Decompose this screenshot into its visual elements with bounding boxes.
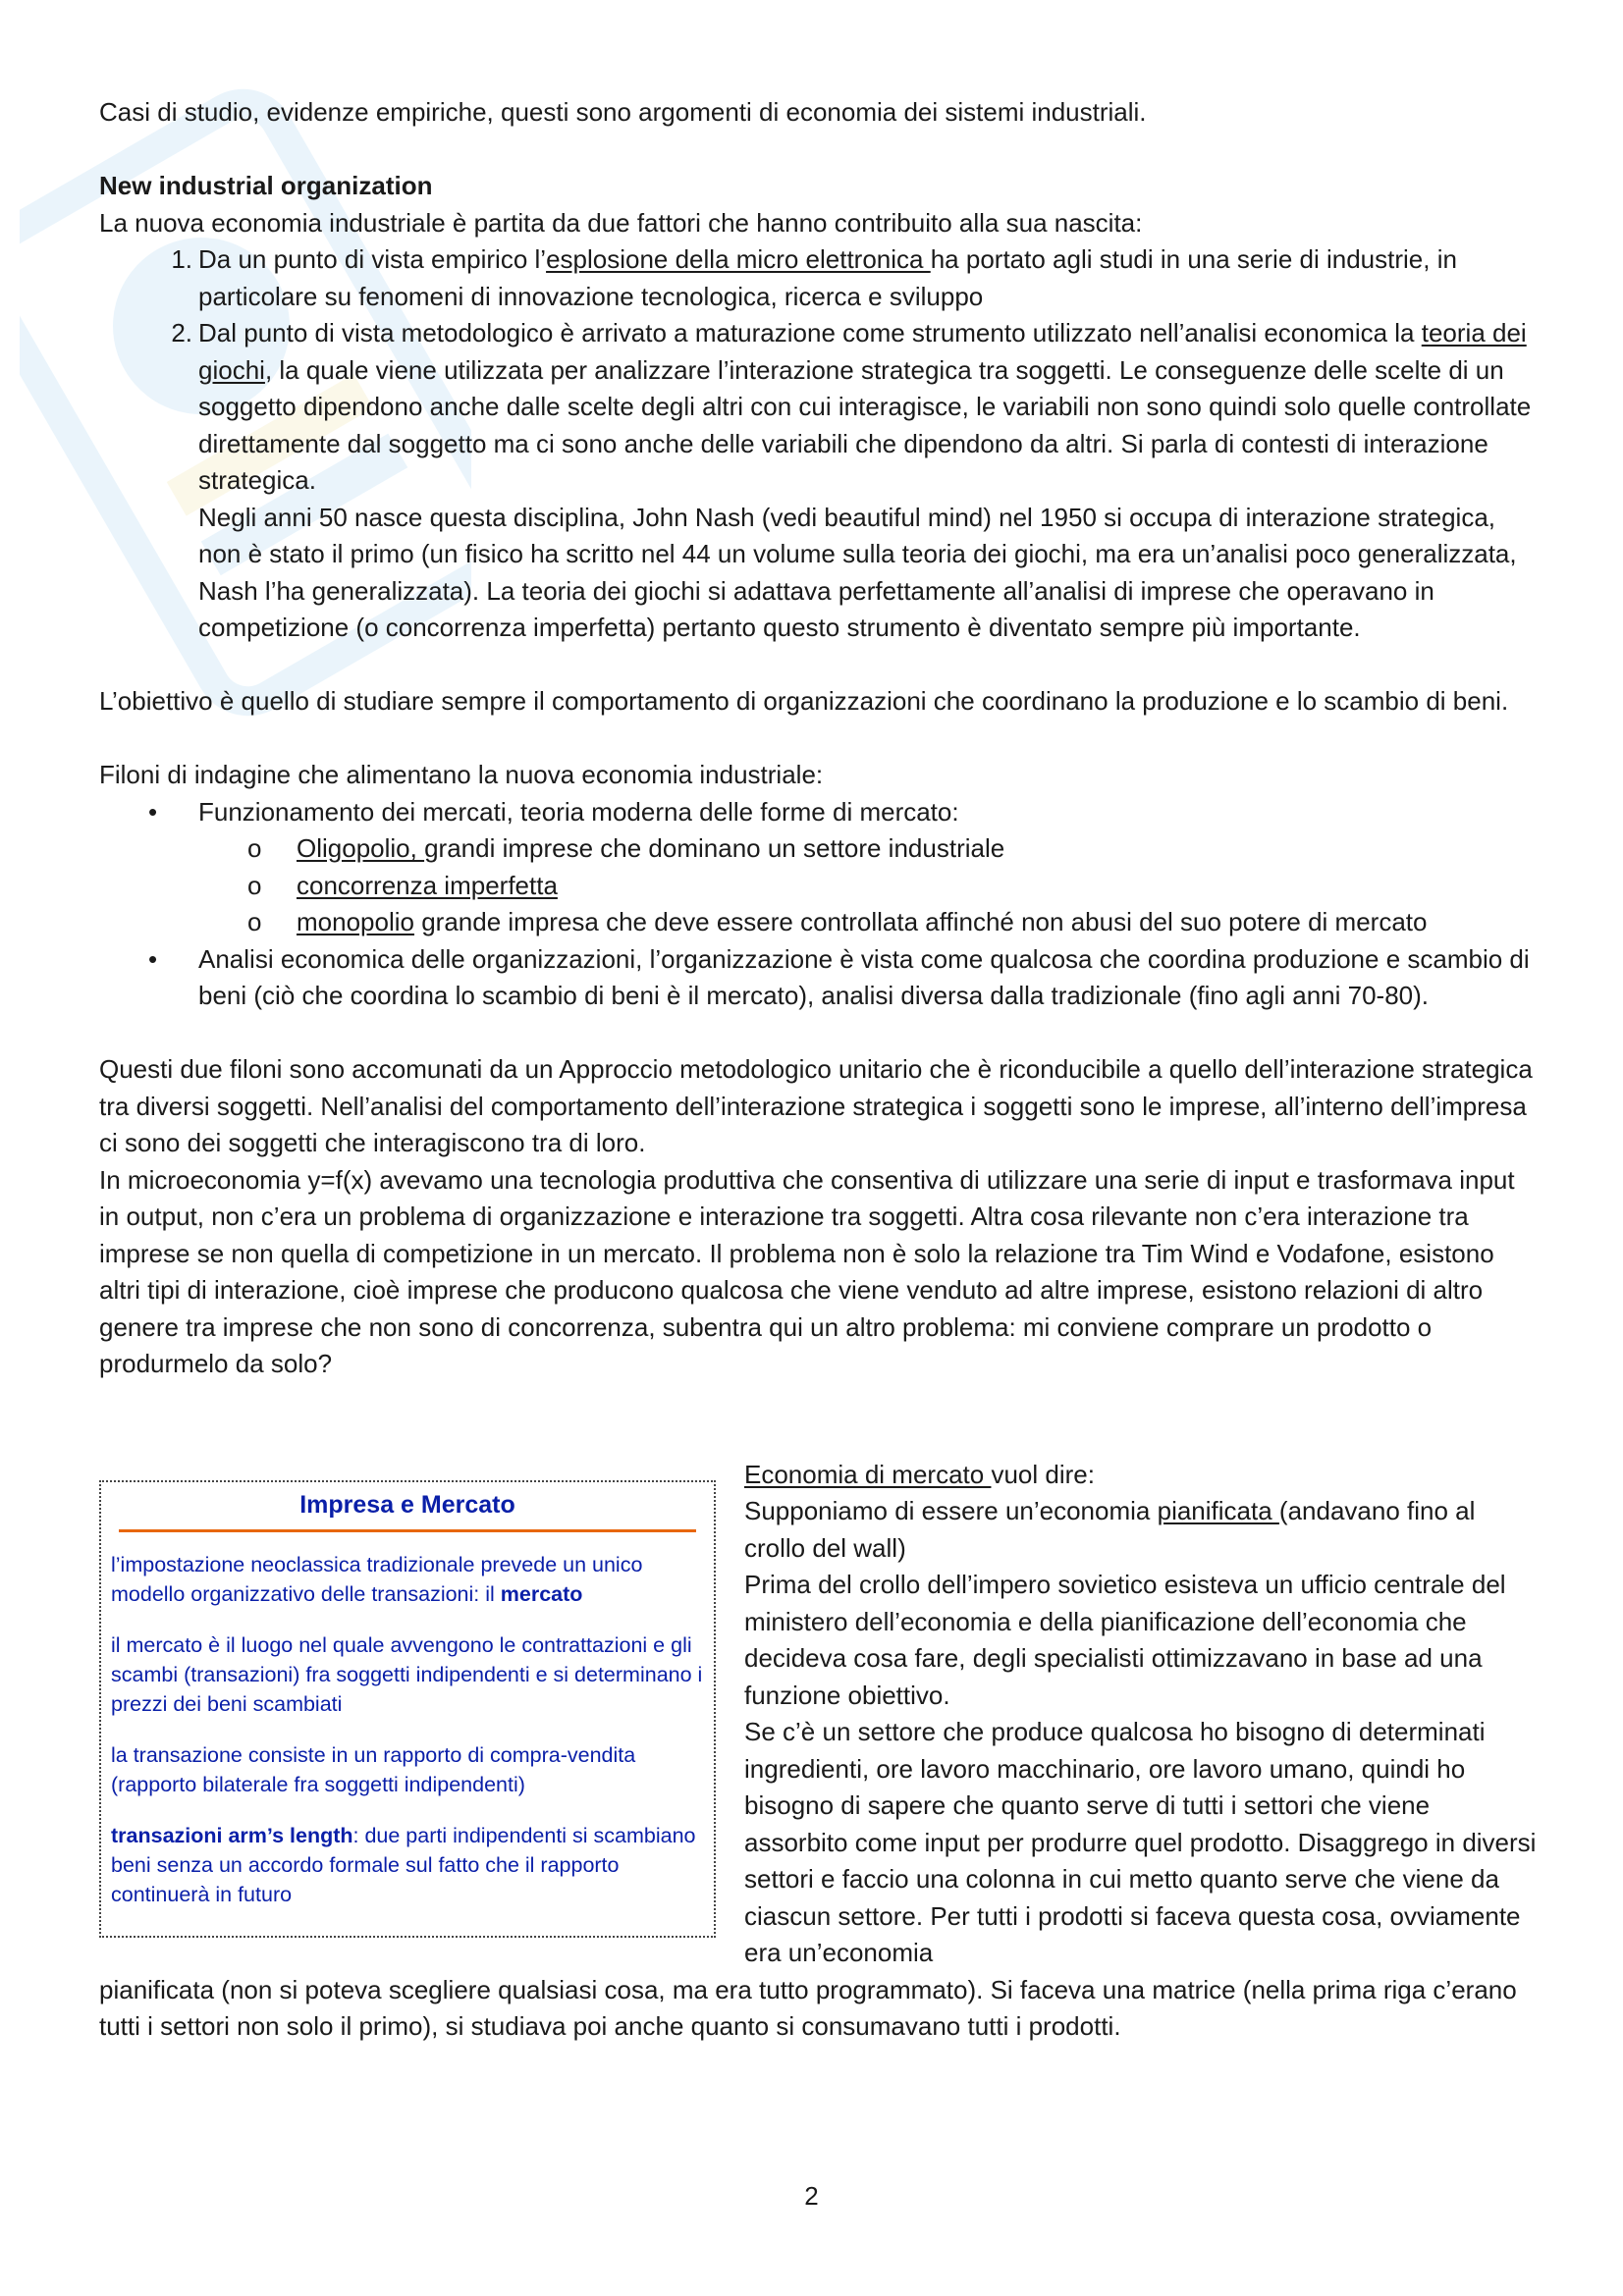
intro-paragraph: Casi di studio, evidenze empiriche, questi sono argomenti di economia dei sistemi industriali. — [99, 97, 1147, 127]
document-body — [99, 94, 1538, 2046]
sub-bullet-list — [198, 830, 1538, 941]
mercato-paragraph: Prima del crollo dell’impero sovietico esisteva un ufficio centrale del ministero dell’economia e della pianificazione dell’economia che decideva cosa fare, degli specialisti ottimizzavano in base ad una funzione obiettivo. — [744, 1570, 1506, 1710]
underlined-term: esplosione della micro elettronica — [546, 244, 931, 274]
sub-list-item: o concorrenza imperfetta — [198, 868, 1538, 905]
microeconomia-paragraph: In microeconomia y=f(x) avevamo una tecnologia produttiva che consentiva di utilizzare una serie di input e trasformava input in output, non c’era un problema di organizzazione e interazione tra soggetti. Altra cosa rilevante non c’era interazione tra imprese se non quella di competizione in un mercato. Il problema non è solo la relazione tra Tim Wind e Vodafone, esistono altri tipi di interazione, cioè imprese che producono qualcosa che viene venduto ad altre imprese, esistono relazioni di altro genere tra imprese che non sono di concorrenza, subentra qui un altro problema: mi conviene comprare un prodotto o produrmelo da solo? — [99, 1164, 1515, 1378]
slide-paragraph: l’impostazione neoclassica tradizionale prevede un unico modello organizzativo delle transazioni: il mercato — [111, 1552, 643, 1606]
circle-bullet-icon: o — [247, 833, 262, 863]
page-number: 2 — [804, 2181, 819, 2211]
bullet-icon: • — [148, 796, 158, 827]
slide-image-impresa-mercato — [99, 1480, 716, 1938]
sub-list-item: o Oligopolio, grandi imprese che dominano un settore industriale — [198, 830, 1538, 868]
list-item: • Analisi economica delle organizzazioni, l’organizzazione è vista come qualcosa che coordina produzione e scambio di beni (ciò che coordina lo scambio di beni è il mercato), analisi diversa dalla tradizionale (fino agli anni 70-80). — [99, 941, 1538, 1015]
numbered-list — [99, 241, 1538, 647]
mercato-line: Supponiamo di essere un’economia pianificata (andavano fino al crollo del wall) — [744, 1496, 1476, 1563]
list-item: 1. Da un punto di vista empirico l’esplosione della micro elettronica ha portato agli studi in una serie di industrie, in particolare su fenomeni di innovazione tecnologica, ricerca e sviluppo — [99, 241, 1538, 315]
section-heading: New industrial organization — [99, 171, 433, 200]
mercato-heading: Economia di mercato vuol dire: — [744, 1459, 1095, 1489]
slide-title: Impresa e Mercato — [299, 1490, 515, 1519]
bullet-icon: • — [148, 943, 158, 974]
list-number: 2. — [171, 318, 192, 347]
filoni-lead: Filoni di indagine che alimentano la nuova economia industriale: — [99, 760, 824, 789]
list-number: 1. — [171, 244, 192, 274]
sub-list-item: o monopolio grande impresa che deve essere controllata affinché non abusi del suo potere di mercato — [198, 904, 1538, 941]
circle-bullet-icon: o — [247, 870, 262, 900]
list-item: 2. Dal punto di vista metodologico è arrivato a maturazione come strumento utilizzato nell’analisi economica la teoria dei giochi, la quale viene utilizzata per analizzare l’interazione strategica tra soggetti. Le conseguenze delle scelte di un soggetto dipendono anche dalle scelte degli altri con cui interagisce, le variabili non sono quindi solo quelle controllate direttamente dal soggetto ma ci sono anche delle variabili che dipendono da altri. Si parla di contesti di interazione strategica. Negli anni 50 nasce questa disciplina, John Nash (vedi beautiful mind) nel 1950 si occupa di interazione strategica, non è stato il primo (un fisico ha scritto nel 44 un volume sulla teoria dei giochi, ma era un’analisi poco generalizzata, Nash l’ha generalizzata). La teoria dei giochi si adattava perfettamente all’analisi di imprese che operavano in competizione (o concorrenza imperfetta) pertanto questo strumento è diventato sempre più importante. — [99, 315, 1538, 647]
mercato-text-column — [744, 1457, 1538, 1972]
slide-paragraph: transazioni arm’s length: due parti indipendenti si scambiano beni senza un accordo formale sul fatto che il rapporto continuerà in futuro — [111, 1823, 696, 1906]
objective-paragraph: L’obiettivo è quello di studiare sempre il comportamento di organizzazioni che coordinano la produzione e lo scambio di beni. — [99, 686, 1509, 716]
slide-and-text-section — [99, 1457, 1538, 1972]
slide-paragraph: la transazione consiste in un rapporto di compra-vendita (rapporto bilaterale fra soggetti indipendenti) — [111, 1742, 636, 1796]
mercato-continuation: pianificata (non si poteva scegliere qualsiasi cosa, ma era tutto programmato). Si faceva una matrice (nella prima riga c’erano tutti i settori non solo il primo), si studiava poi anche quanto si consumavano tutti i prodotti. — [99, 1974, 1517, 2041]
approccio-paragraph: Questi due filoni sono accomunati da un Approccio metodologico unitario che è riconducibile a quello dell’interazione strategica tra diversi soggetti. Nell’analisi del comportamento dell’interazione strategica i soggetti sono le imprese, all’interno dell’impresa ci sono dei soggetti che interagiscono tra di loro. — [99, 1054, 1533, 1157]
bullet-list — [99, 794, 1538, 1015]
list-item: • Funzionamento dei mercati, teoria moderna delle forme di mercato: o Oligopolio, grandi imprese che dominano un settore industriale o concorrenza imperfetta o monopolio grande impresa che deve essere controllata affinché non abusi del suo potere di mercato — [99, 794, 1538, 941]
list-item-extra: Negli anni 50 nasce questa disciplina, John Nash (vedi beautiful mind) nel 1950 si occupa di interazione strategica, non è stato il primo (un fisico ha scritto nel 44 un volume sulla teoria dei giochi, ma era un’analisi poco generalizzata, Nash l’ha generalizzata). La teoria dei giochi si adattava perfettamente all’analisi di imprese che operavano in competizione (o concorrenza imperfetta) pertanto questo strumento è diventato sempre più importante. — [198, 502, 1517, 642]
slide-paragraph: il mercato è il luogo nel quale avvengono le contrattazioni e gli scambi (transazioni) fra soggetti indipendenti e si determinano i prezzi dei beni scambiati — [111, 1632, 703, 1716]
mercato-paragraph: Se c’è un settore che produce qualcosa ho bisogno di determinati ingredienti, ore lavoro macchinario, ore lavoro umano, quindi ho bisogno di sapere che quanto serve di tutti i settori che viene assorbito come input per produrre quel prodotto. Disaggrego in diversi settori e faccio una colonna in cui metto quanto serve che viene da ciascun settore. Per tutti i prodotti si faceva questa cosa, ovviamente era un’economia — [744, 1717, 1537, 1967]
circle-bullet-icon: o — [247, 907, 262, 936]
underlined-term: teoria dei giochi — [198, 318, 1527, 385]
section-lead: La nuova economia industriale è partita da due fattori che hanno contribuito alla sua nascita: — [99, 207, 1143, 238]
slide-divider — [119, 1529, 696, 1532]
